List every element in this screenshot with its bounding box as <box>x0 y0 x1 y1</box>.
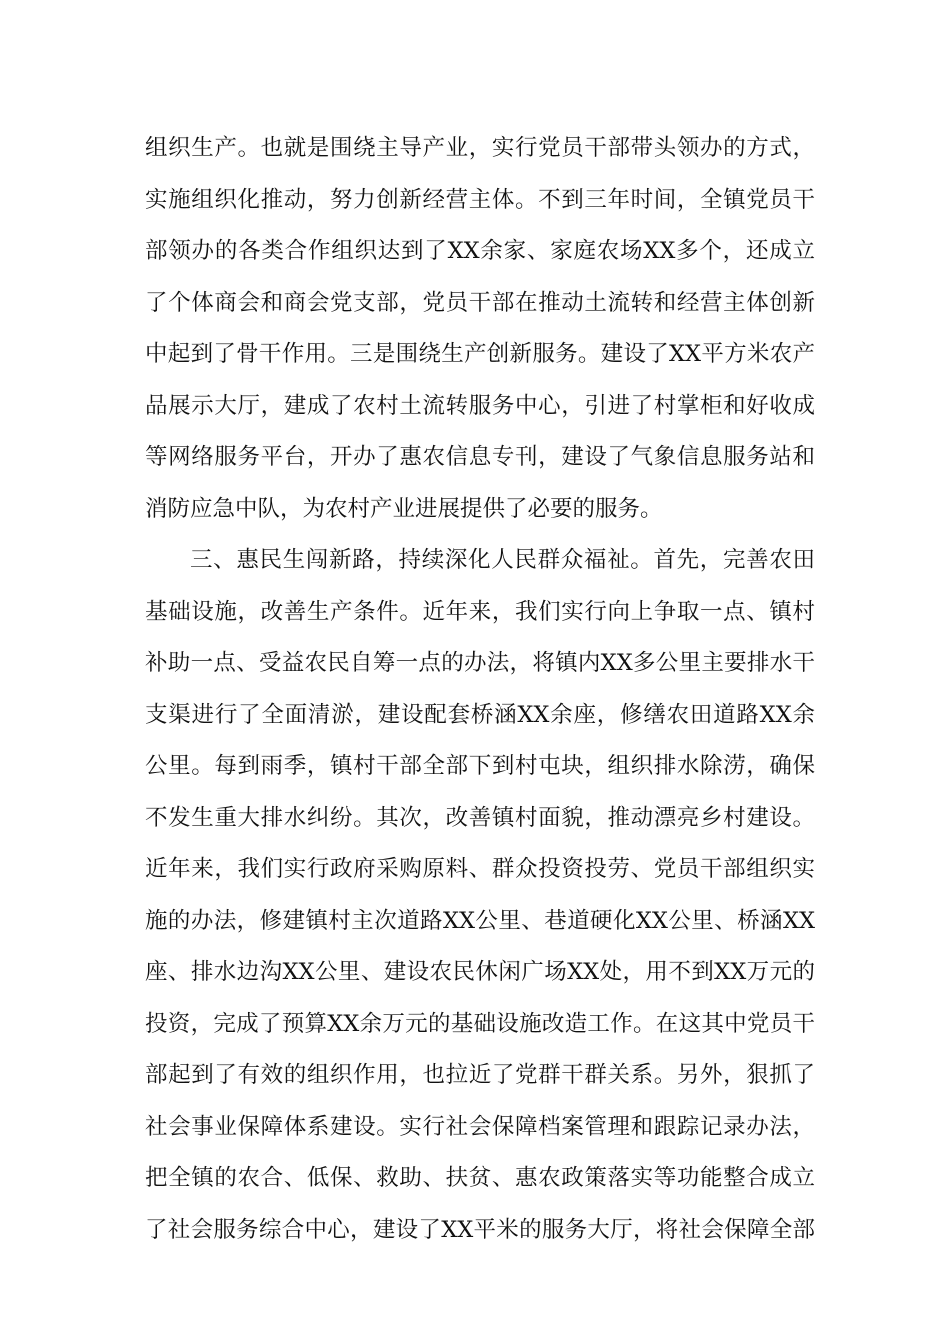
document-body <box>145 123 815 1256</box>
text-line: 社会事业保障体系建设。实行社会保障档案管理和跟踪记录办法， <box>145 1113 815 1140</box>
text-line: 施的办法，修建镇村主次道路XX公里、巷道硬化XX公里、桥涵XX <box>145 907 815 934</box>
text-line: 部领办的各类合作组织达到了XX余家、家庭农场XX多个，还成立 <box>145 238 815 264</box>
text-line: 组织生产。也就是围绕主导产业，实行党员干部带头领办的方式， <box>145 135 815 161</box>
text-line: 基础设施，改善生产条件。近年来，我们实行向上争取一点、镇村 <box>145 598 815 625</box>
section-heading-line: 三、惠民生闯新路，持续深化人民群众福祉。首先，完善农田 <box>190 547 815 573</box>
text-line: 投资，完成了预算XX余万元的基础设施改造工作。在这其中党员干 <box>145 1010 815 1037</box>
text-line: 补助一点、受益农民自筹一点的办法，将镇内XX多公里主要排水干 <box>145 650 815 676</box>
text-line: 品展示大厅，建成了农村土流转服务中心，引进了村掌柜和好收成 <box>145 392 815 419</box>
text-line: 不发生重大排水纠纷。其次，改善镇村面貌，推动漂亮乡村建设。 <box>145 804 815 831</box>
text-line: 了社会服务综合中心，建设了XX平米的服务大厅，将社会保障全部 <box>145 1216 815 1243</box>
paragraph-end-line: 消防应急中队，为农村产业进展提供了必要的服务。 <box>145 495 663 522</box>
text-line: 近年来，我们实行政府采购原料、群众投资投劳、党员干部组织实 <box>145 856 815 882</box>
text-line: 支渠进行了全面清淤，建设配套桥涵XX余座，修缮农田道路XX余 <box>145 701 815 728</box>
text-line: 部起到了有效的组织作用，也拉近了党群干群关系。另外，狠抓了 <box>145 1062 815 1088</box>
text-line: 了个体商会和商会党支部，党员干部在推动土流转和经营主体创新 <box>145 289 815 316</box>
text-line: 实施组织化推动，努力创新经营主体。不到三年时间，全镇党员干 <box>145 186 815 213</box>
text-line: 等网络服务平台，开办了惠农信息专刊，建设了气象信息服务站和 <box>145 444 815 470</box>
text-line: 把全镇的农合、低保、救助、扶贫、惠农政策落实等功能整合成立 <box>145 1165 815 1191</box>
text-line: 公里。每到雨季，镇村干部全部下到村屯块，组织排水除涝，确保 <box>145 753 815 779</box>
text-line: 座、排水边沟XX公里、建设农民休闲广场XX处，用不到XX万元的 <box>145 959 815 985</box>
text-line: 中起到了骨干作用。三是围绕生产创新服务。建设了XX平方米农产 <box>145 341 815 367</box>
